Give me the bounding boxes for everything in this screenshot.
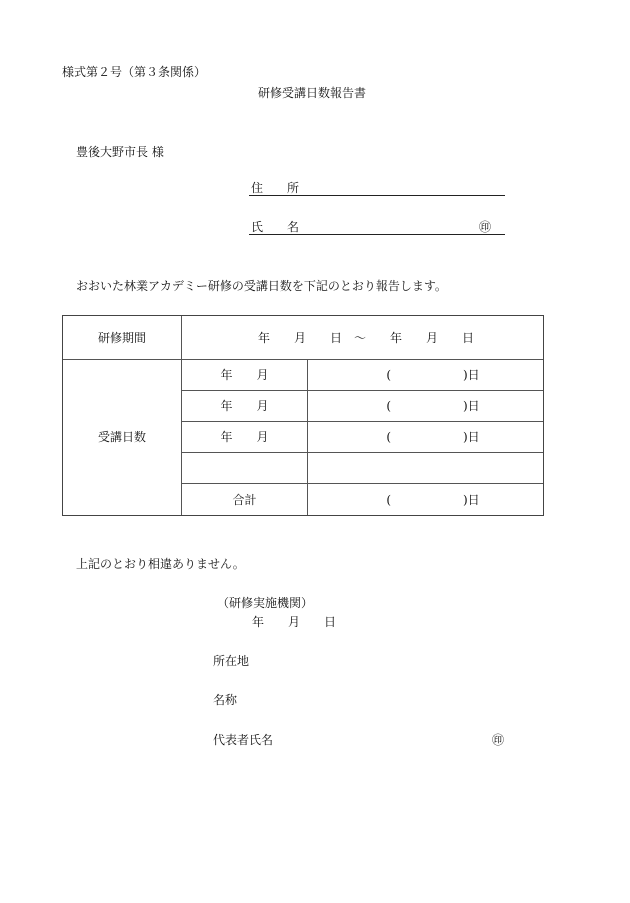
table-hline-3	[181, 452, 543, 453]
report-table	[62, 315, 544, 516]
intro-text: おおいた林業アカデミー研修の受講日数を下記のとおり報告します。	[76, 279, 447, 293]
table-row-month: 年 月	[220, 368, 269, 382]
confirmation-text: 上記のとおり相違ありません。	[76, 557, 245, 571]
table-hline-4	[181, 483, 543, 484]
institution-heading: （研修実施機関）	[217, 596, 314, 610]
addressee: 豊後大野市長 様	[76, 145, 164, 159]
table-row-days: ( )日	[386, 430, 480, 444]
address-underline	[249, 195, 505, 196]
table-vline-2	[307, 359, 308, 515]
address-label: 住 所	[251, 181, 300, 195]
table-row-month: 年 月	[220, 430, 269, 444]
table-hline-1	[181, 390, 543, 391]
table-row-days: ( )日	[386, 399, 480, 413]
form-number: 様式第２号（第３条関係）	[62, 65, 207, 79]
table-hline-2	[181, 421, 543, 422]
representative-seal-mark: ㊞	[492, 733, 505, 747]
table-row-month: 年 月	[220, 399, 269, 413]
institution-date: 年 月 日	[252, 615, 337, 629]
period-label: 研修期間	[97, 331, 146, 345]
institution-location-label: 所在地	[213, 654, 250, 668]
period-value: 年 月 日 ～ 年 月 日	[257, 331, 474, 345]
name-underline	[249, 234, 505, 235]
table-hline-header	[63, 359, 543, 360]
total-days: ( )日	[386, 493, 480, 507]
table-vline-1	[181, 316, 182, 515]
name-label: 氏 名	[251, 220, 300, 234]
table-row-days: ( )日	[386, 368, 480, 382]
representative-label: 代表者氏名	[213, 733, 274, 747]
total-label: 合計	[232, 493, 257, 507]
document-title: 研修受講日数報告書	[258, 86, 367, 100]
institution-name-label: 名称	[213, 693, 238, 707]
seal-mark: ㊞	[479, 220, 492, 234]
days-label: 受講日数	[97, 430, 146, 444]
